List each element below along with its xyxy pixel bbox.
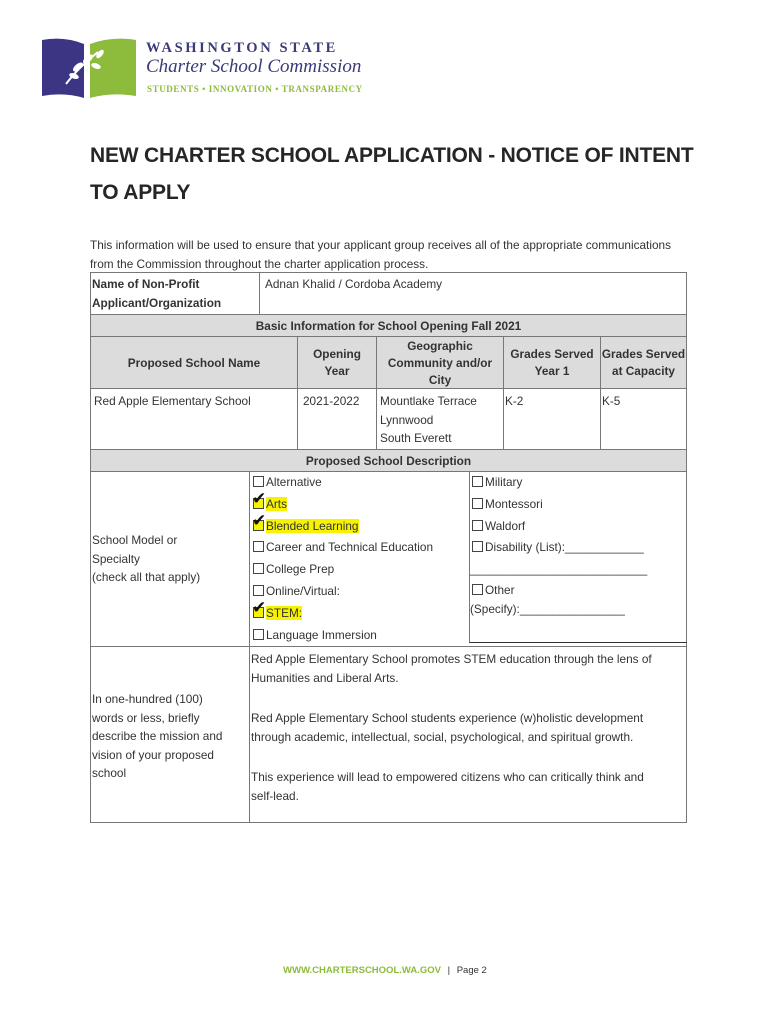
col-header-opening-l1: Opening bbox=[313, 347, 361, 361]
applicant-value: Adnan Khalid / Cordoba Academy bbox=[265, 277, 443, 291]
geo-value-3: South Everett bbox=[380, 431, 452, 445]
geo-value-2: Lynnwood bbox=[380, 412, 434, 427]
option-blended-learning[interactable] bbox=[252, 511, 359, 533]
option-military-label: Military bbox=[485, 475, 523, 489]
option-arts-label: Arts bbox=[266, 497, 287, 511]
checkbox-military[interactable] bbox=[472, 476, 483, 487]
description-header-text: Proposed School Description bbox=[305, 454, 472, 468]
book-leaf-icon bbox=[38, 34, 138, 104]
page-footer bbox=[0, 965, 770, 976]
option-college-prep[interactable] bbox=[253, 562, 334, 576]
option-language-immersion-label: Language Immersion bbox=[266, 628, 377, 642]
col-header-geo bbox=[376, 336, 504, 389]
option-college-prep-label: College Prep bbox=[266, 562, 335, 576]
mission-label-line2: words or less, briefly bbox=[92, 710, 200, 725]
checkbox-other[interactable] bbox=[472, 584, 483, 595]
mission-paragraph-3: This experience will lead to empowered citizens who can critically think and self-lead. bbox=[251, 770, 644, 803]
other-specify-text: (Specify):________________ bbox=[470, 602, 625, 616]
option-other[interactable] bbox=[472, 583, 515, 597]
mission-label-line1: In one-hundred (100) bbox=[92, 692, 203, 706]
option-montessori-label: Montessori bbox=[485, 497, 543, 511]
col-header-grades-year1 bbox=[503, 336, 601, 389]
option-disability[interactable] bbox=[472, 540, 644, 554]
col-header-name-text: Proposed School Name bbox=[127, 356, 261, 370]
grades-year1-cell[interactable] bbox=[503, 388, 601, 450]
disability-list-line-text: ___________________________ bbox=[470, 562, 648, 576]
col-header-geo-l1: Geographic bbox=[407, 339, 473, 353]
logo-line2: Charter School Commission bbox=[146, 56, 362, 77]
option-online-virtual-label: Online/Virtual: bbox=[266, 584, 340, 598]
option-military[interactable] bbox=[472, 475, 522, 489]
geo-cell[interactable] bbox=[376, 388, 504, 450]
checkmark-icon: ✔ bbox=[252, 511, 267, 530]
footer-page-number: Page 2 bbox=[456, 965, 487, 976]
applicant-label-line2: Applicant/Organization bbox=[92, 295, 222, 310]
option-arts[interactable] bbox=[252, 489, 287, 511]
basic-info-header-text: Basic Information for School Opening Fall 2021 bbox=[255, 319, 522, 333]
school-name-value: Red Apple Elementary School bbox=[94, 394, 251, 408]
mission-paragraph-2: Red Apple Elementary School students experience (w)holistic development through academic, intellectual, social, psychological, and spiritual growth. bbox=[251, 711, 644, 744]
checkbox-stem[interactable] bbox=[252, 598, 267, 618]
option-waldorf[interactable] bbox=[472, 519, 525, 533]
applicant-label-cell bbox=[90, 272, 260, 315]
footer-separator: | bbox=[447, 965, 451, 976]
col-header-grades-capacity-l2: at Capacity bbox=[612, 364, 675, 378]
mission-label-line4: vision of your proposed bbox=[92, 747, 214, 762]
description-header bbox=[90, 449, 687, 472]
option-stem-label: STEM: bbox=[266, 606, 303, 620]
model-label-line2: Specialty bbox=[92, 551, 140, 566]
option-alternative-label: Alternative bbox=[266, 475, 322, 489]
model-label-cell bbox=[90, 471, 250, 647]
option-waldorf-label: Waldorf bbox=[485, 519, 526, 533]
col-header-name bbox=[90, 336, 298, 389]
col-header-grades-year1-l2: Year 1 bbox=[534, 364, 570, 378]
mission-label-line3: describe the mission and bbox=[92, 729, 223, 743]
option-career-technical-label: Career and Technical Education bbox=[266, 540, 434, 554]
basic-info-header bbox=[90, 314, 687, 337]
col-header-geo-l2: Community and/or bbox=[387, 356, 493, 370]
mission-paragraph-1: Red Apple Elementary School promotes STEM education through the lens of Humanities and Liberal Arts. bbox=[251, 652, 652, 685]
option-career-technical[interactable] bbox=[253, 540, 433, 554]
applicant-value-cell[interactable] bbox=[259, 272, 687, 315]
page-title: NEW CHARTER SCHOOL APPLICATION - NOTICE OF INTENT TO APPLY bbox=[90, 144, 694, 204]
grades-capacity-cell[interactable] bbox=[600, 388, 687, 450]
checkbox-online-virtual[interactable] bbox=[253, 585, 264, 596]
checkbox-college-prep[interactable] bbox=[253, 563, 264, 574]
option-disability-label: Disability (List):____________ bbox=[485, 540, 644, 554]
checkbox-alternative[interactable] bbox=[253, 476, 264, 487]
checkbox-disability[interactable] bbox=[472, 541, 483, 552]
option-other-label: Other bbox=[485, 583, 515, 597]
school-name-cell[interactable] bbox=[90, 388, 298, 450]
mission-label-line5: school bbox=[92, 766, 127, 780]
logo-tagline: STUDENTS • INNOVATION • TRANSPARENCY bbox=[147, 84, 363, 94]
grades-year1-value: K-2 bbox=[505, 394, 524, 408]
mission-label-cell bbox=[90, 646, 250, 823]
col-header-grades-capacity-l1: Grades Served bbox=[601, 347, 686, 361]
option-alternative[interactable] bbox=[253, 475, 322, 489]
checkbox-waldorf[interactable] bbox=[472, 520, 483, 531]
checkbox-language-immersion[interactable] bbox=[253, 629, 264, 640]
checkmark-icon: ✔ bbox=[252, 489, 267, 508]
col-header-grades-year1-l1: Grades Served bbox=[510, 347, 594, 361]
other-specify-line[interactable] bbox=[470, 602, 625, 616]
checkmark-icon: ✔ bbox=[252, 598, 267, 617]
geo-value-1: Mountlake Terrace bbox=[380, 394, 477, 408]
option-blended-learning-label: Blended Learning bbox=[266, 519, 359, 533]
logo-line1: WASHINGTON STATE bbox=[146, 40, 338, 56]
opening-year-cell[interactable] bbox=[297, 388, 377, 450]
commission-logo bbox=[38, 34, 368, 104]
col-header-opening-l2: Year bbox=[324, 364, 350, 378]
mission-text-cell[interactable] bbox=[249, 646, 687, 823]
option-online-virtual[interactable] bbox=[253, 584, 340, 598]
grades-capacity-value: K-5 bbox=[602, 394, 621, 408]
model-label-line1: School Model or bbox=[92, 533, 178, 547]
applicant-label-line1: Name of Non-Profit bbox=[92, 277, 200, 291]
intro-text: This information will be used to ensure that your applicant group receives all of the appropriate communications from the Commission throughout the charter application process. bbox=[90, 238, 671, 271]
col-header-geo-l3: City bbox=[428, 373, 452, 387]
model-label-line3: (check all that apply) bbox=[92, 570, 201, 584]
checkbox-career-technical[interactable] bbox=[253, 541, 264, 552]
option-language-immersion[interactable] bbox=[253, 628, 377, 642]
checkbox-arts[interactable] bbox=[252, 489, 267, 509]
opening-year-value: 2021-2022 bbox=[303, 394, 360, 408]
option-montessori[interactable] bbox=[472, 497, 543, 511]
option-stem[interactable] bbox=[252, 598, 303, 620]
checkbox-blended-learning[interactable] bbox=[252, 511, 267, 531]
checkbox-montessori[interactable] bbox=[472, 498, 483, 509]
col-header-grades-capacity bbox=[600, 336, 687, 389]
disability-list-line[interactable] bbox=[470, 562, 647, 576]
footer-url[interactable]: WWW.CHARTERSCHOOL.WA.GOV bbox=[283, 965, 441, 976]
col-header-opening bbox=[297, 336, 377, 389]
